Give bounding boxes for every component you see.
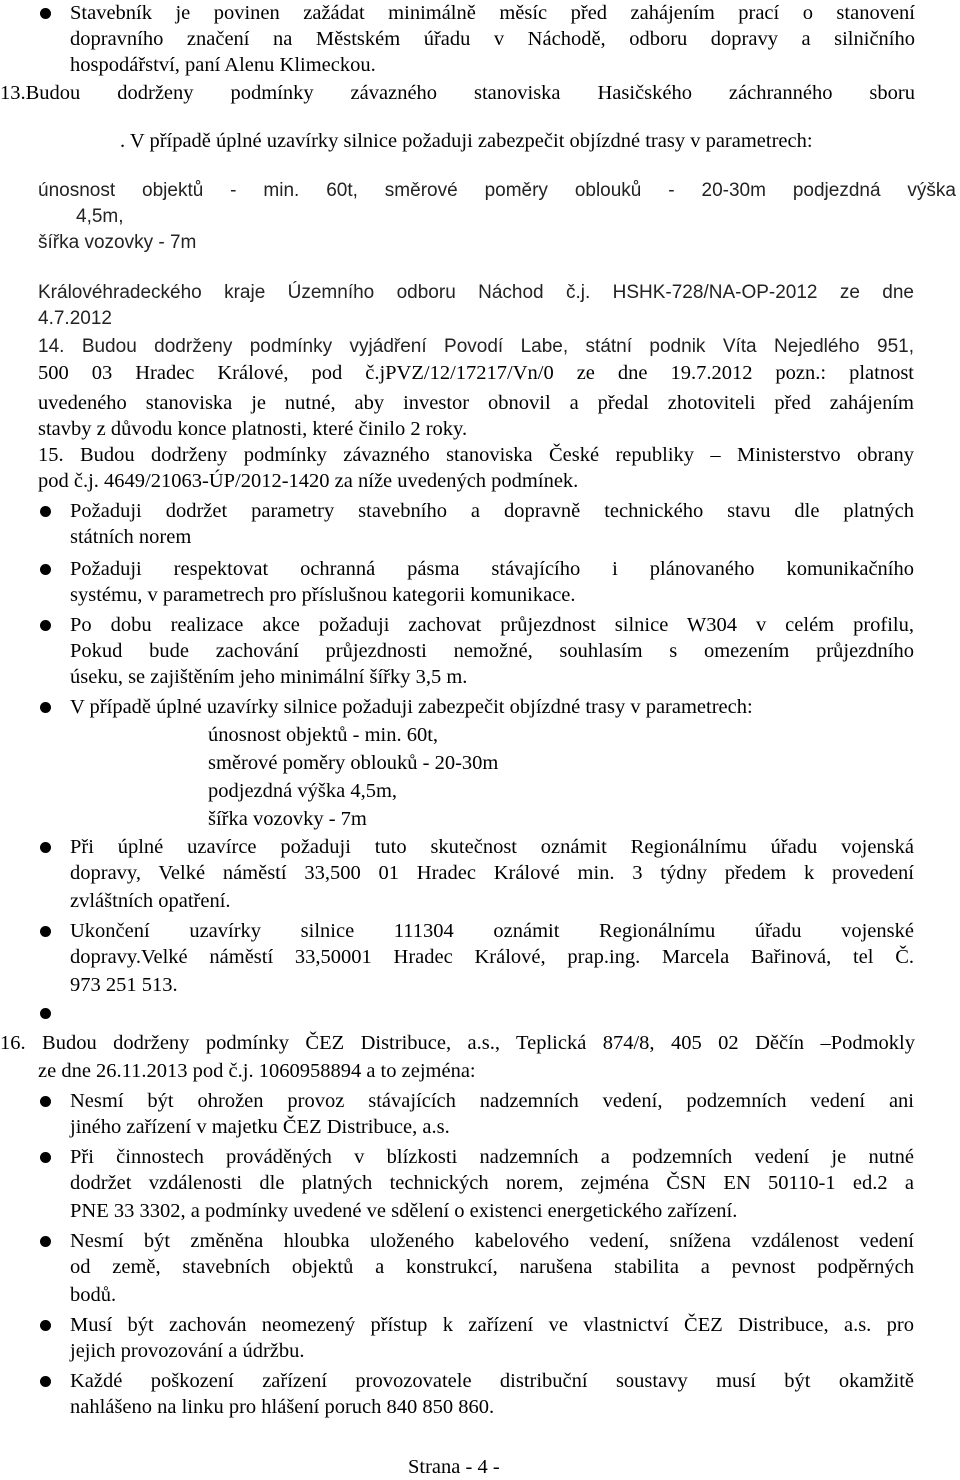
- text-line: Královéhradeckého kraje Územního odboru Náchod č.j. HSHK-728/NA-OP-2012 ze dne: [38, 282, 914, 303]
- bullet-icon: [40, 620, 51, 631]
- text-line: 13.Budou dodrženy podmínky závazného stanoviska Hasičského záchranného sboru: [0, 82, 915, 104]
- text-line: Nesmí být změněna hloubka uloženého kabelového vedení, snížena vzdálenost vedení: [70, 1230, 914, 1252]
- text-line: Požaduji dodržet parametry stavebního a dopravně technického stavu dle platných: [70, 500, 914, 522]
- text-line: . V případě úplné uzavírky silnice požaduji zabezpečit objízdné trasy v parametrech:: [120, 130, 813, 152]
- text-line: Každé poškození zařízení provozovatele distribuční soustavy musí být okamžitě: [70, 1370, 914, 1392]
- text-line: jiného zařízení v majetku ČEZ Distribuce, a.s.: [70, 1116, 450, 1138]
- bullet-icon: [40, 926, 51, 937]
- text-line: pod č.j. 4649/21063-ÚP/2012-1420 za níže uvedených podmínek.: [38, 470, 579, 492]
- text-line: dopravního značení na Městském úřadu v Náchodě, odboru dopravy a silničního: [70, 28, 915, 50]
- text-line: 15. Budou dodrženy podmínky závazného stanoviska České republiky – Ministerstvo obrany: [38, 444, 914, 466]
- page-number: Strana - 4 -: [408, 1456, 500, 1478]
- text-line: Nesmí být ohrožen provoz stávajících nadzemních vedení, podzemních vedení ani: [70, 1090, 914, 1112]
- text-line: směrové poměry oblouků - 20-30m: [208, 752, 499, 774]
- text-line: 973 251 513.: [70, 974, 178, 996]
- text-line: šířka vozovky - 7m: [208, 808, 367, 830]
- text-line: V případě úplné uzavírky silnice požaduji zabezpečit objízdné trasy v parametrech:: [70, 696, 753, 718]
- text-line: uvedeného stanoviska je nutné, aby investor obnovil a předal zhotoviteli před zahájením: [38, 392, 914, 414]
- bullet-icon: [40, 702, 51, 713]
- text-line: únosnost objektů - min. 60t,: [208, 724, 439, 746]
- text-line: únosnost objektů - min. 60t, směrové poměry oblouků - 20-30m podjezdná výška: [38, 180, 956, 201]
- text-line: 14. Budou dodrženy podmínky vyjádření Povodí Labe, státní podnik Víta Nejedlého 951,: [38, 336, 914, 357]
- text-line: Pokud bude zachování průjezdnosti nemožné, souhlasím s omezením průjezdního: [70, 640, 914, 662]
- bullet-icon: [40, 1152, 51, 1163]
- text-line: Musí být zachován neomezený přístup k zařízení ve vlastnictví ČEZ Distribuce, a.s. pro: [70, 1314, 914, 1336]
- bullet-icon: [40, 564, 51, 575]
- bullet-icon: [40, 506, 51, 517]
- text-line: Při činnostech prováděných v blízkosti nadzemních a podzemních vedení je nutné: [70, 1146, 914, 1168]
- text-line: od země, stavebních objektů a konstrukcí, narušena stabilita a pevnost podpěrných: [70, 1256, 914, 1278]
- text-line: Po dobu realizace akce požaduji zachovat průjezdnost silnice W304 v celém profilu,: [70, 614, 914, 636]
- bullet-icon: [40, 8, 51, 19]
- text-line: Stavebník je povinen zažádat minimálně měsíc před zahájením prací o stanovení: [70, 2, 915, 24]
- text-line: dopravy.Velké náměstí 33,50001 Hradec Králové, prap.ing. Marcela Bařinová, tel Č.: [70, 946, 914, 968]
- text-line: státních norem: [70, 526, 192, 548]
- text-line: 16. Budou dodrženy podmínky ČEZ Distribuce, a.s., Teplická 874/8, 405 02 Děčín –Podmokly: [0, 1032, 915, 1054]
- text-line: Při úplné uzavírce požaduji tuto skutečnost oznámit Regionálnímu úřadu vojenská: [70, 836, 914, 858]
- text-line: stavby z důvodu konce platnosti, které činilo 2 roky.: [38, 418, 468, 440]
- text-line: Požaduji respektovat ochranná pásma stávajícího i plánovaného komunikačního: [70, 558, 914, 580]
- text-line: 4.7.2012: [38, 308, 112, 329]
- text-line: PNE 33 3302, a podmínky uvedené ve sdělení o existenci energetického zařízení.: [70, 1200, 738, 1222]
- bullet-icon: [40, 1320, 51, 1331]
- bullet-icon: [40, 1008, 51, 1019]
- text-line: dopravy, Velké náměstí 33,500 01 Hradec Králové min. 3 týdny předem k provedení: [70, 862, 914, 884]
- text-line: Ukončení uzavírky silnice 111304 oznámit Regionálnímu úřadu vojenské: [70, 920, 914, 942]
- text-line: úseku, se zajištěním jeho minimální šířky 3,5 m.: [70, 666, 468, 688]
- text-line: zvláštních opatření.: [70, 890, 231, 912]
- text-line: nahlášeno na linku pro hlášení poruch 840 850 860.: [70, 1396, 495, 1418]
- bullet-icon: [40, 842, 51, 853]
- text-line: ze dne 26.11.2013 pod č.j. 1060958894 a to zejména:: [38, 1060, 476, 1082]
- bullet-icon: [40, 1236, 51, 1247]
- text-line: 500 03 Hradec Králové, pod č.jPVZ/12/17217/Vn/0 ze dne 19.7.2012 pozn.: platnost: [38, 362, 914, 384]
- bullet-icon: [40, 1096, 51, 1107]
- text-line: šířka vozovky - 7m: [38, 232, 197, 253]
- text-line: hospodářství, paní Alenu Klimeckou.: [70, 54, 376, 76]
- text-line: dodržet vzdálenosti dle platných technických norem, zejména ČSN EN 50110-1 ed.2 a: [70, 1172, 914, 1194]
- text-line: podjezdná výška 4,5m,: [208, 780, 398, 802]
- text-line: 4,5m,: [76, 206, 124, 227]
- text-line: systému, v parametrech pro příslušnou kategorii komunikace.: [70, 584, 576, 606]
- bullet-icon: [40, 1376, 51, 1387]
- text-line: jejich provozování a údržbu.: [70, 1340, 305, 1362]
- text-line: bodů.: [70, 1284, 117, 1306]
